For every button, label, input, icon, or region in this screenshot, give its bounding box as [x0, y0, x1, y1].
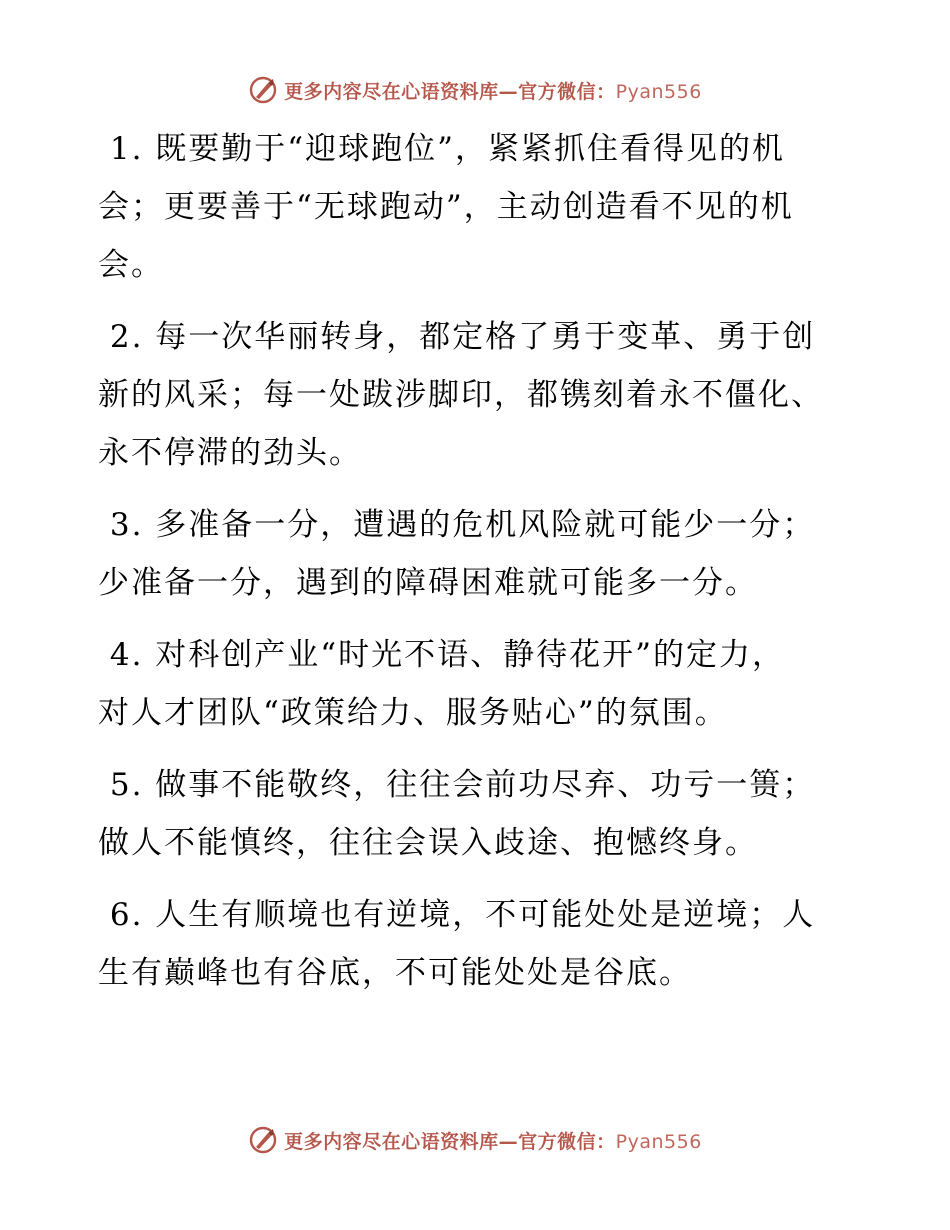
watermark-wechat-id: Pyan556 — [615, 1130, 702, 1153]
paragraph-4: 4. 对科创产业“时光不语、静待花开”的定力， 对人才团队“政策给力、服务贴心”的氛围。 — [98, 637, 785, 731]
paragraph-3: 3. 多准备一分，遭遇的危机风险就可能少一分； 少准备一分，遇到的障碍困难就可能多一分。 — [98, 507, 816, 601]
header-watermark — [0, 72, 950, 108]
paragraph-2: 2. 每一次华丽转身，都定格了勇于变革、勇于创 新的风采；每一处跋涉脚印，都镌刻着永不僵化、 永不停滞的劲头。 — [98, 319, 824, 471]
document-body — [98, 120, 858, 1002]
watermark-wechat-id: Pyan556 — [615, 80, 702, 103]
quill-circle-icon — [248, 1125, 278, 1155]
footer-watermark — [0, 1122, 950, 1158]
paragraph-5: 5. 做事不能敬终，往往会前功尽弃、功亏一篑； 做人不能慎终，往往会误入歧途、抱憾终身。 — [98, 767, 816, 861]
quill-circle-icon — [248, 75, 278, 105]
watermark-text: 更多内容尽在心语资料库—官方微信：Pyan556 — [284, 80, 702, 103]
paragraph-6: 6. 人生有顺境也有逆境，不可能处处是逆境；人 生有巅峰也有谷底，不可能处处是谷底。 — [98, 897, 816, 991]
paragraph-1: 1. 既要勤于“迎球跑位”，紧紧抓住看得见的机 会；更要善于“无球跑动”，主动创造看不见的机 会。 — [98, 131, 794, 283]
watermark-text: 更多内容尽在心语资料库—官方微信：Pyan556 — [284, 1130, 702, 1153]
